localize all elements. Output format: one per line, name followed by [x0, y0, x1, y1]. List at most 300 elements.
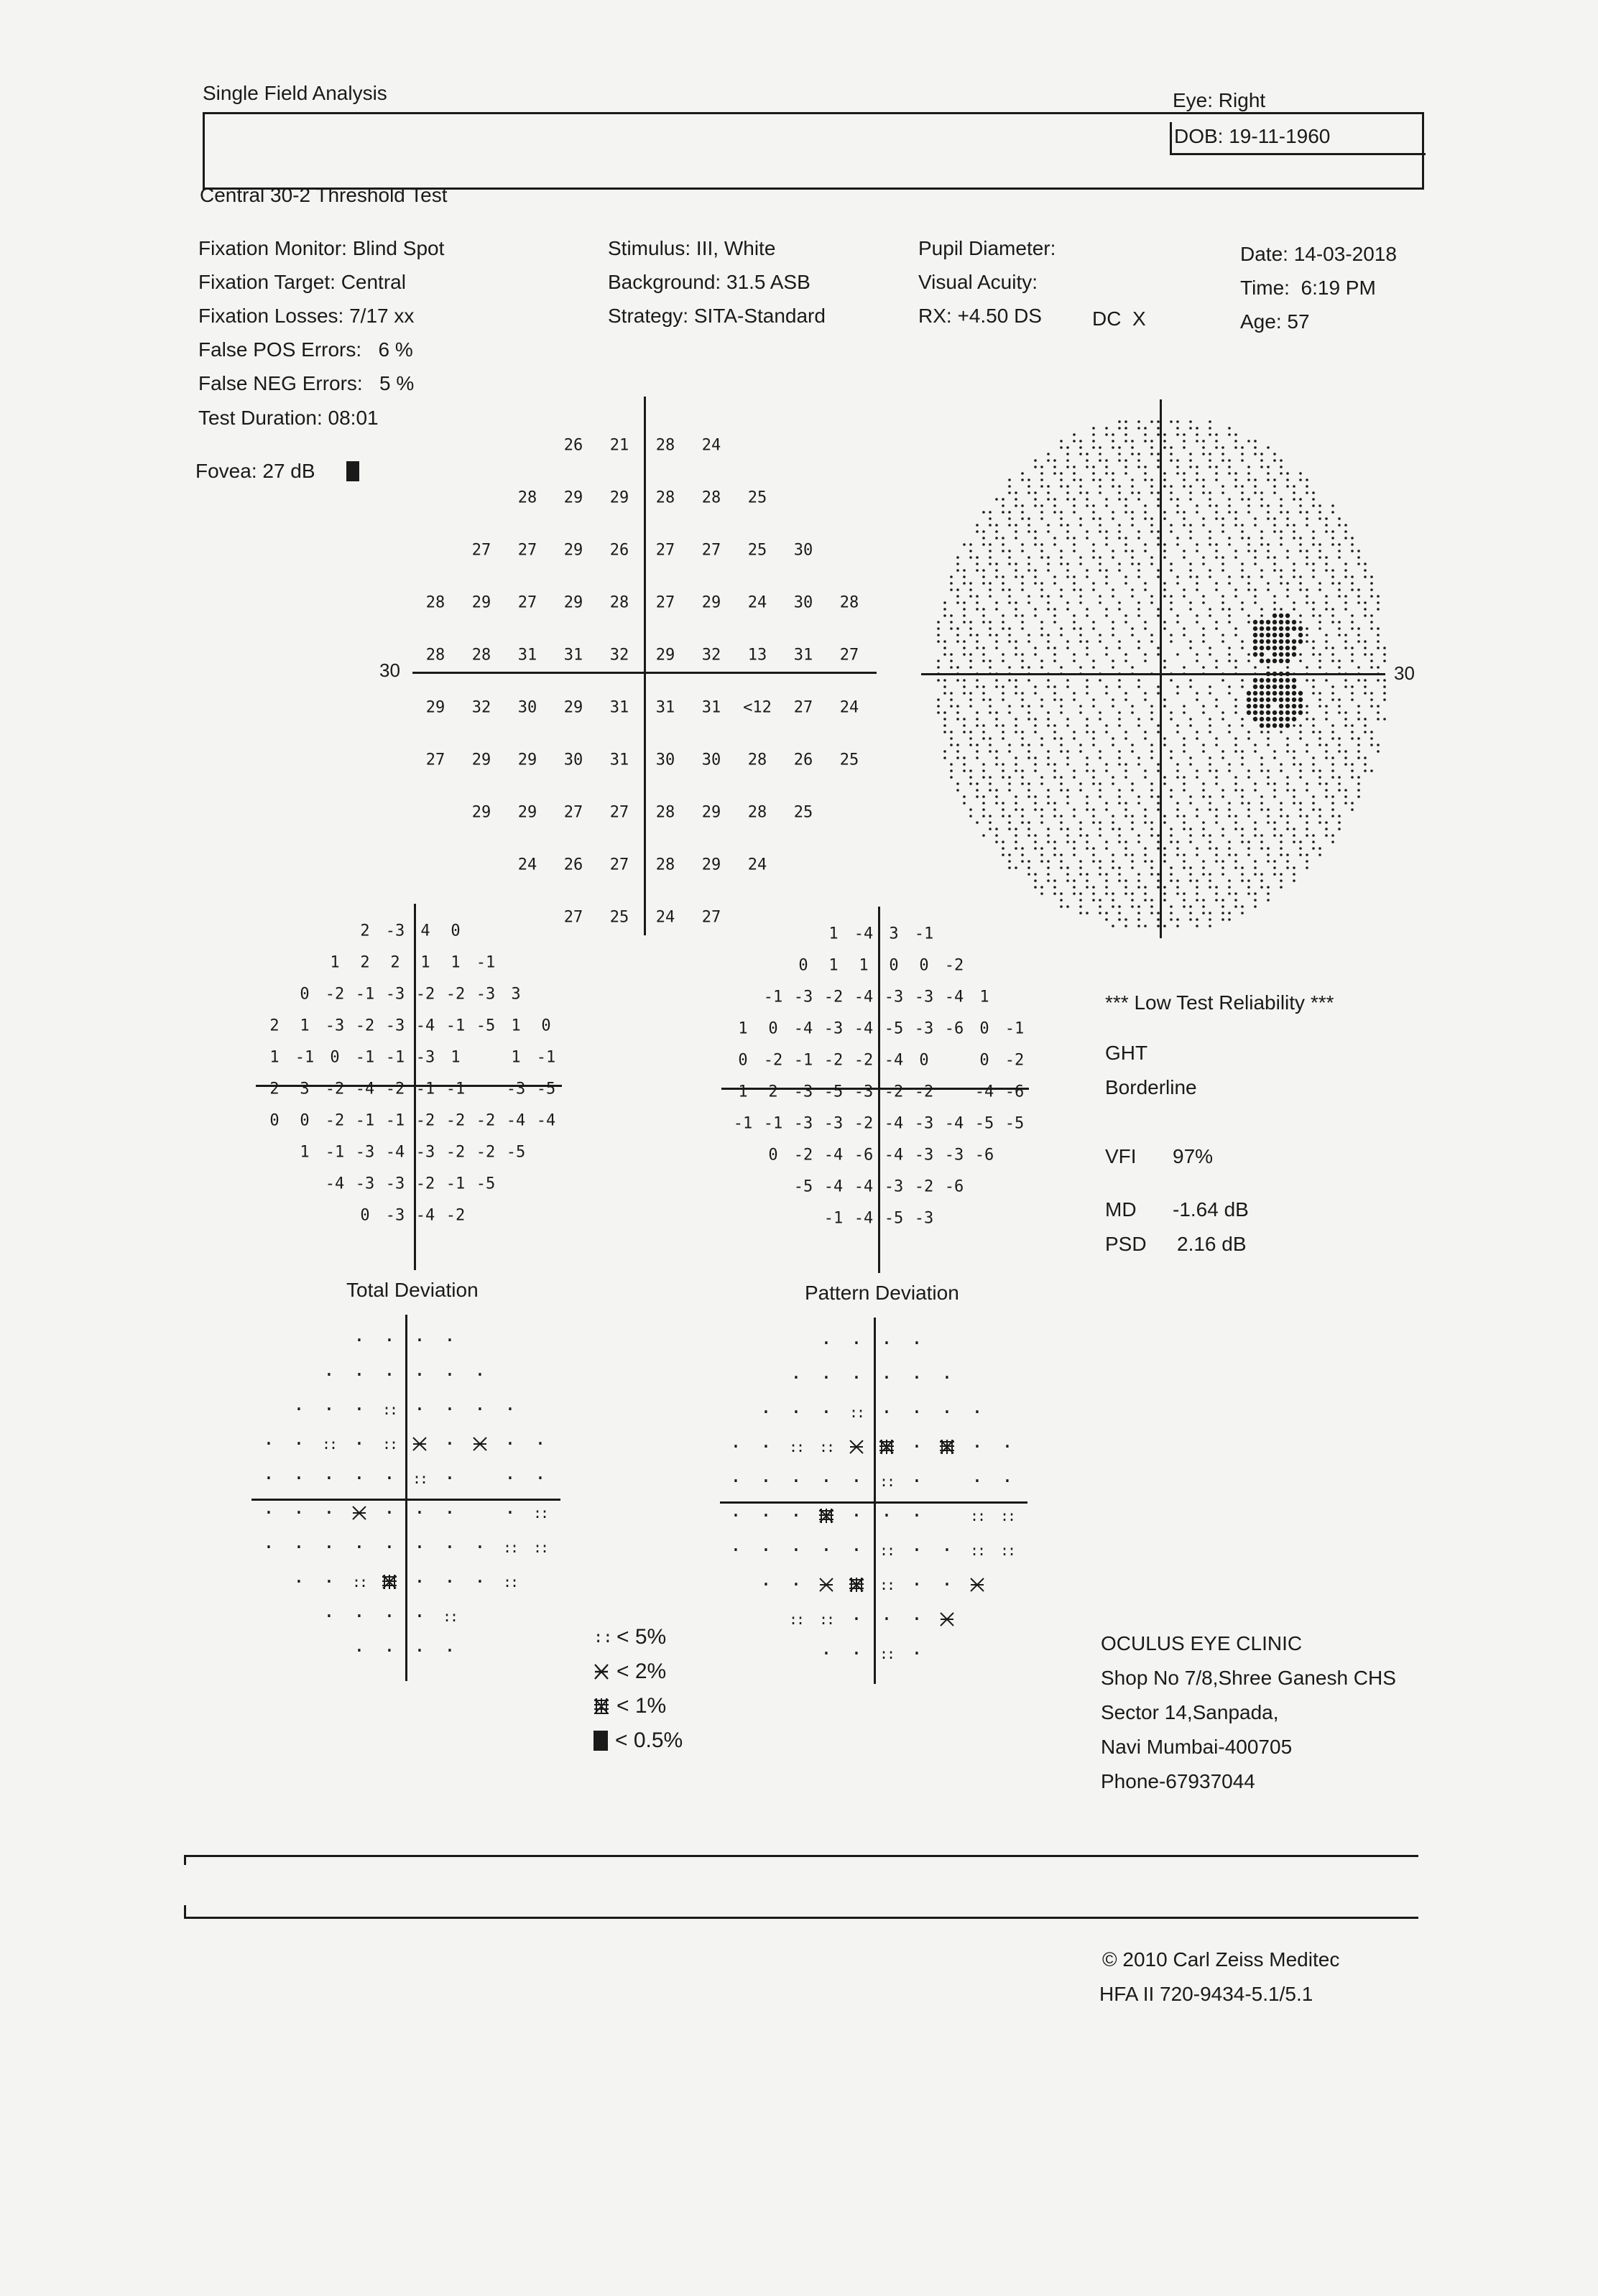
grayscale-dot: [937, 698, 940, 701]
grayscale-dot: [989, 737, 992, 740]
grayscale-dot: [1215, 433, 1218, 436]
grayscale-dot: [1312, 692, 1315, 695]
grayscale-dot: [1008, 853, 1011, 856]
grayscale-dot: [1060, 550, 1063, 552]
grayscale-dot: [1189, 828, 1192, 830]
grayscale-dot: [1228, 918, 1231, 921]
grayscale-dot: [1021, 511, 1024, 514]
grayscale-dot: [1144, 808, 1147, 811]
grayscale-dot: [1131, 815, 1134, 818]
grayscale-dot: [1131, 478, 1134, 481]
prob-normal-dot-icon: ·: [323, 1537, 335, 1558]
grayscale-dot: [1137, 575, 1140, 578]
grayscale-dot: [1202, 478, 1205, 481]
grayscale-dot: [1124, 537, 1127, 540]
grayscale-dot: [1234, 789, 1237, 792]
grayscale-dot: [1176, 685, 1179, 688]
prob-5pct-icon: ::: [788, 1438, 804, 1455]
grayscale-dot: [1202, 485, 1205, 488]
grayscale-dot: [1299, 504, 1302, 507]
grayscale-dot: [1163, 899, 1166, 902]
grayscale-dot: [982, 834, 985, 837]
grayscale-dot: [1015, 847, 1017, 850]
grayscale-dot: [1137, 834, 1140, 837]
grayscale-dot: [1260, 763, 1263, 766]
grayscale-dot: [1144, 627, 1147, 630]
legend-row-5pct: [594, 1625, 666, 1649]
grayscale-dot: [1247, 614, 1250, 617]
grayscale-dot: [943, 724, 946, 727]
grayscale-dot: [1079, 912, 1082, 915]
grayscale-dot: [1241, 446, 1244, 449]
grayscale-dot: [1183, 815, 1186, 818]
grayscale-dot: [1260, 756, 1263, 759]
grayscale-dot: [1253, 678, 1257, 682]
total-deviation-cell: -3: [385, 922, 405, 940]
grayscale-dot: [976, 744, 979, 746]
grayscale-dot: [1163, 517, 1166, 520]
grayscale-dot: [1234, 511, 1237, 514]
grayscale-dot: [1247, 621, 1250, 624]
grayscale-dot: [1331, 795, 1334, 798]
grayscale-dot: [1318, 627, 1321, 630]
grayscale-dot: [1260, 530, 1263, 533]
grayscale-dot: [1357, 679, 1360, 682]
grayscale-dot: [1247, 550, 1250, 552]
grayscale-dot: [1234, 524, 1237, 527]
grayscale-dot: [1221, 789, 1224, 792]
grayscale-dot: [1234, 815, 1237, 818]
grayscale-dot: [976, 569, 979, 572]
grayscale-dot: [1124, 582, 1127, 585]
grayscale-dot: [1266, 710, 1270, 715]
grayscale-dot: [1293, 724, 1296, 727]
grayscale-dot: [1118, 873, 1121, 876]
grayscale-dot: [1273, 685, 1277, 689]
grayscale-dot: [982, 808, 985, 811]
grayscale-dot: [969, 588, 972, 591]
grayscale-dot: [1015, 679, 1017, 682]
threshold-cell: 29: [655, 646, 675, 665]
grayscale-dot: [1286, 776, 1289, 779]
grayscale-dot: [1008, 789, 1011, 792]
prob-normal-dot-icon: ·: [293, 1502, 305, 1524]
grayscale-dot: [1086, 834, 1089, 837]
total-deviation-cell: 1: [420, 953, 430, 972]
total-deviation-cell: -5: [476, 1017, 496, 1035]
grayscale-dot: [1073, 776, 1076, 779]
grayscale-dot: [1040, 659, 1043, 662]
grayscale-dot: [1099, 756, 1101, 759]
grayscale-dot: [1221, 595, 1224, 598]
pattern-deviation-cell: -4: [823, 1177, 844, 1196]
grayscale-dot: [1299, 737, 1302, 740]
grayscale-dot: [1286, 524, 1289, 527]
grayscale-dot: [982, 537, 985, 540]
total-deviation-cell: 0: [269, 1111, 280, 1130]
grayscale-dot: [1338, 634, 1341, 637]
total-deviation-cell: -5: [536, 1080, 556, 1098]
grayscale-dot: [1144, 582, 1147, 585]
grayscale-dot: [1273, 485, 1276, 488]
grayscale-dot: [1183, 433, 1186, 436]
grayscale-dot: [1183, 744, 1186, 746]
grayscale-dot: [1086, 685, 1089, 688]
grayscale-dot: [1105, 731, 1108, 733]
grayscale-dot: [1086, 795, 1089, 798]
grayscale-dot: [1053, 886, 1056, 889]
grayscale-dot: [1027, 491, 1030, 494]
grayscale-dot: [1008, 679, 1011, 682]
grayscale-dot: [1196, 440, 1198, 443]
grayscale-dot: [1228, 498, 1231, 501]
grayscale-dot: [989, 517, 992, 520]
grayscale-dot: [1228, 582, 1231, 585]
grayscale-dot: [1260, 453, 1263, 455]
grayscale-dot: [1293, 537, 1296, 540]
grayscale-dot: [1066, 446, 1069, 449]
grayscale-dot: [1040, 588, 1043, 591]
grayscale-dot: [1209, 427, 1211, 430]
grayscale-dot: [1027, 705, 1030, 708]
grayscale-dot: [1105, 841, 1108, 843]
grayscale-dot: [1060, 563, 1063, 565]
prob-normal-dot-icon: ·: [293, 1468, 305, 1489]
fixation-target: Fixation Target: Central: [198, 271, 406, 293]
grayscale-dot: [1351, 621, 1354, 624]
grayscale-dot: [1112, 433, 1114, 436]
grayscale-dot: [1370, 588, 1373, 591]
grayscale-dot: [1092, 504, 1095, 507]
grayscale-dot: [1099, 491, 1101, 494]
grayscale-dot: [1351, 575, 1354, 578]
grayscale-dot: [1273, 691, 1277, 695]
grayscale-dot: [963, 756, 966, 759]
grayscale-dot: [1254, 892, 1257, 895]
grayscale-dot: [1318, 517, 1321, 520]
grayscale-dot: [1253, 698, 1257, 702]
grayscale-dot: [1260, 717, 1264, 721]
grayscale-dot: [1163, 744, 1166, 746]
grayscale-dot: [1189, 918, 1192, 921]
grayscale-dot: [1150, 524, 1153, 527]
grayscale-dot: [1002, 504, 1004, 507]
grayscale-dot: [1176, 731, 1179, 733]
grayscale-dot: [1260, 795, 1263, 798]
grayscale-dot: [1047, 795, 1050, 798]
prob-normal-dot-icon: ·: [354, 1606, 365, 1627]
grayscale-dot: [1215, 550, 1218, 552]
grayscale-dot: [1124, 459, 1127, 462]
grayscale-dot: [1124, 776, 1127, 779]
grayscale-dot: [1273, 569, 1276, 572]
grayscale-dot: [1112, 627, 1114, 630]
grayscale-dot: [1306, 866, 1308, 869]
grayscale-dot: [1344, 718, 1347, 721]
grayscale-dot: [1002, 685, 1004, 688]
grayscale-dot: [1285, 646, 1290, 650]
grayscale-dot: [1260, 808, 1263, 811]
grayscale-dot: [1215, 659, 1218, 662]
grayscale-dot: [1292, 717, 1296, 721]
grayscale-dot: [1053, 459, 1056, 462]
grayscale-dot: [1338, 782, 1341, 785]
grayscale-dot: [1299, 724, 1302, 727]
total-deviation-cell: -2: [476, 1111, 496, 1130]
grayscale-dot: [1144, 543, 1147, 546]
grayscale-dot: [1325, 821, 1328, 824]
grayscale-dot: [1112, 821, 1114, 824]
grayscale-dot: [1124, 802, 1127, 805]
grayscale-dot: [1040, 595, 1043, 598]
grayscale-dot: [1105, 769, 1108, 772]
grayscale-dot: [1331, 841, 1334, 843]
grayscale-dot: [1027, 485, 1030, 488]
pattern-deviation-cell: -5: [884, 1209, 904, 1228]
grayscale-dot: [1040, 737, 1043, 740]
pattern-deviation-cell: -6: [854, 1146, 874, 1165]
total-deviation-cell: -1: [445, 1017, 466, 1035]
grayscale-dot: [1234, 821, 1237, 824]
grayscale-dot: [976, 601, 979, 604]
prob-normal-dot-icon: ·: [444, 1537, 456, 1558]
grayscale-dot: [1008, 601, 1011, 604]
grayscale-dot: [1215, 782, 1218, 785]
prob-normal-dot-icon: ·: [414, 1399, 425, 1420]
grayscale-dot: [1112, 860, 1114, 863]
grayscale-dot: [1280, 504, 1283, 507]
grayscale-dot: [1260, 575, 1263, 578]
grayscale-dot: [1299, 841, 1302, 843]
grayscale-dot: [1306, 601, 1308, 604]
grayscale-dot: [1015, 537, 1017, 540]
grayscale-dot: [1234, 782, 1237, 785]
grayscale-dot: [1002, 543, 1004, 546]
grayscale-dot: [1066, 866, 1069, 869]
grayscale-dot: [1234, 433, 1237, 436]
grayscale-dot: [1170, 834, 1173, 837]
grayscale-dot: [1364, 679, 1367, 682]
grayscale-dot: [1286, 789, 1289, 792]
grayscale-dot: [1273, 789, 1276, 792]
grayscale-dot: [995, 841, 998, 843]
grayscale-dot: [1331, 537, 1334, 540]
grayscale-dot: [956, 782, 959, 785]
report-title: Single Field Analysis: [203, 82, 387, 104]
grayscale-dot: [1202, 744, 1205, 746]
grayscale-dot: [1331, 763, 1334, 766]
grayscale-dot: [1306, 711, 1308, 714]
grayscale-dot: [1150, 563, 1153, 565]
grayscale-dot: [1066, 873, 1069, 876]
grayscale-dot: [1163, 886, 1166, 889]
grayscale-dot: [1150, 873, 1153, 876]
grayscale-dot: [1066, 608, 1069, 611]
total-deviation-cell: 2: [269, 1080, 280, 1098]
total-deviation-cell: -1: [355, 1048, 375, 1067]
grayscale-dot: [1092, 782, 1095, 785]
prob-2pct-icon: [472, 1436, 488, 1452]
grayscale-dot: [1105, 886, 1108, 889]
grayscale-dot: [1021, 692, 1024, 695]
grayscale-dot: [1150, 440, 1153, 443]
grayscale-dot: [1124, 847, 1127, 850]
grayscale-dot: [1273, 723, 1277, 728]
prob-normal-dot-icon: ·: [941, 1402, 953, 1423]
grayscale-dot: [995, 524, 998, 527]
pattern-deviation-cell: -2: [854, 1114, 874, 1133]
grayscale-dot: [937, 679, 940, 682]
grayscale-dot: [1073, 892, 1076, 895]
grayscale-dot: [1279, 685, 1283, 689]
grayscale-dot: [1234, 866, 1237, 869]
pattern-deviation-cell: -3: [914, 1019, 934, 1038]
grayscale-dot: [1338, 776, 1341, 779]
grayscale-dot: [1131, 446, 1134, 449]
grayscale-dot: [982, 724, 985, 727]
grayscale-dot: [1170, 530, 1173, 533]
grayscale-dot: [1241, 530, 1244, 533]
grayscale-dot: [976, 718, 979, 721]
grayscale-dot: [1267, 776, 1270, 779]
grayscale-dot: [1273, 866, 1276, 869]
threshold-cell: 32: [471, 698, 491, 717]
grayscale-dot: [1086, 530, 1089, 533]
grayscale-dot: [1047, 756, 1050, 759]
grayscale-dot: [1293, 563, 1296, 565]
grayscale-dot: [1027, 718, 1030, 721]
grayscale-dot: [1099, 711, 1101, 714]
grayscale-dot: [1131, 550, 1134, 552]
grayscale-dot: [1027, 556, 1030, 559]
grayscale-dot: [1209, 841, 1211, 843]
grayscale-dot: [1144, 821, 1147, 824]
grayscale-dot: [937, 634, 940, 637]
threshold-cell: 29: [471, 593, 491, 612]
grayscale-dot: [1066, 453, 1069, 455]
grayscale-dot: [1073, 588, 1076, 591]
grayscale-dot: [1260, 678, 1264, 682]
grayscale-dot: [1228, 543, 1231, 546]
grayscale-dot: [1021, 821, 1024, 824]
grayscale-dot: [1196, 808, 1198, 811]
prob-5pct-icon: ::: [351, 1573, 367, 1591]
grayscale-dot: [1060, 744, 1063, 746]
grayscale-dot: [1170, 879, 1173, 882]
grayscale-dot: [1247, 575, 1250, 578]
grayscale-dot: [1066, 498, 1069, 501]
grayscale-dot: [1137, 795, 1140, 798]
threshold-cell: 32: [701, 646, 721, 665]
threshold-cell: 30: [563, 751, 583, 769]
grayscale-dot: [1364, 685, 1367, 688]
grayscale-dot: [1124, 769, 1127, 772]
threshold-cell: 29: [563, 698, 583, 717]
grayscale-dot: [969, 550, 972, 552]
grayscale-dot: [1079, 440, 1082, 443]
grayscale-dot: [937, 659, 940, 662]
grayscale-dot: [1383, 679, 1386, 682]
grayscale-dot: [1131, 491, 1134, 494]
grayscale-dot: [995, 640, 998, 643]
grayscale-dot: [1196, 472, 1198, 475]
grayscale-dot: [1377, 608, 1380, 611]
grayscale-dot: [1021, 860, 1024, 863]
grayscale-dot: [976, 789, 979, 792]
total-deviation-cell: -1: [476, 953, 496, 972]
grayscale-dot: [1189, 866, 1192, 869]
ght-label: GHT: [1105, 1042, 1148, 1064]
grayscale-dot: [1008, 776, 1011, 779]
grayscale-dot: [1254, 866, 1257, 869]
grayscale-dot: [1176, 543, 1179, 546]
grayscale-dot: [989, 776, 992, 779]
grayscale-dot: [989, 698, 992, 701]
grayscale-dot: [1034, 763, 1037, 766]
grayscale-dot: [1144, 731, 1147, 733]
grayscale-dot: [1073, 440, 1076, 443]
grayscale-dot: [969, 731, 972, 733]
grayscale-dot: [995, 575, 998, 578]
grayscale-dot: [1253, 646, 1257, 650]
grayscale-dot: [1144, 892, 1147, 895]
grayscale-dot: [1086, 569, 1089, 572]
threshold-cell: 32: [609, 646, 629, 665]
grayscale-dot: [1099, 828, 1101, 830]
grayscale-dot: [1079, 860, 1082, 863]
grayscale-dot: [1189, 879, 1192, 882]
grayscale-dot: [995, 834, 998, 837]
grayscale-dot: [1260, 466, 1263, 468]
grayscale-dot: [1331, 504, 1334, 507]
grayscale-dot: [1196, 853, 1198, 856]
grayscale-dot: [1183, 588, 1186, 591]
grayscale-dot: [1034, 653, 1037, 656]
grayscale-dot: [1338, 750, 1341, 753]
grayscale-dot: [1241, 485, 1244, 488]
grayscale-dot: [1273, 614, 1277, 618]
grayscale-dot: [943, 718, 946, 721]
pdp-h-axis: [720, 1501, 1027, 1504]
grayscale-dot: [1047, 485, 1050, 488]
grayscale-dot: [989, 782, 992, 785]
grayscale-dot: [1060, 821, 1063, 824]
grayscale-dot: [1241, 866, 1244, 869]
threshold-cell: 28: [655, 856, 675, 874]
grayscale-dot: [1202, 556, 1205, 559]
grayscale-dot: [1144, 847, 1147, 850]
grayscale-dot: [1266, 717, 1270, 721]
grayscale-dot: [1008, 821, 1011, 824]
comment-box-bottom: [184, 1917, 1418, 1919]
grayscale-dot: [1073, 537, 1076, 540]
grayscale-dot: [1105, 498, 1108, 501]
grayscale-dot: [1196, 692, 1198, 695]
grayscale-dot: [1066, 537, 1069, 540]
grayscale-dot: [1260, 731, 1263, 733]
grayscale-dot: [1176, 498, 1179, 501]
total-deviation-cell: -2: [445, 1206, 466, 1225]
grayscale-dot: [1053, 504, 1056, 507]
grayscale-dot: [1008, 595, 1011, 598]
grayscale-dot: [1183, 737, 1186, 740]
grayscale-dot: [1234, 750, 1237, 753]
grayscale-dot: [1073, 621, 1076, 624]
grayscale-dot: [1293, 485, 1296, 488]
grayscale-dot: [1325, 601, 1328, 604]
grayscale-dot: [1357, 711, 1360, 714]
grayscale-dot: [1047, 679, 1050, 682]
